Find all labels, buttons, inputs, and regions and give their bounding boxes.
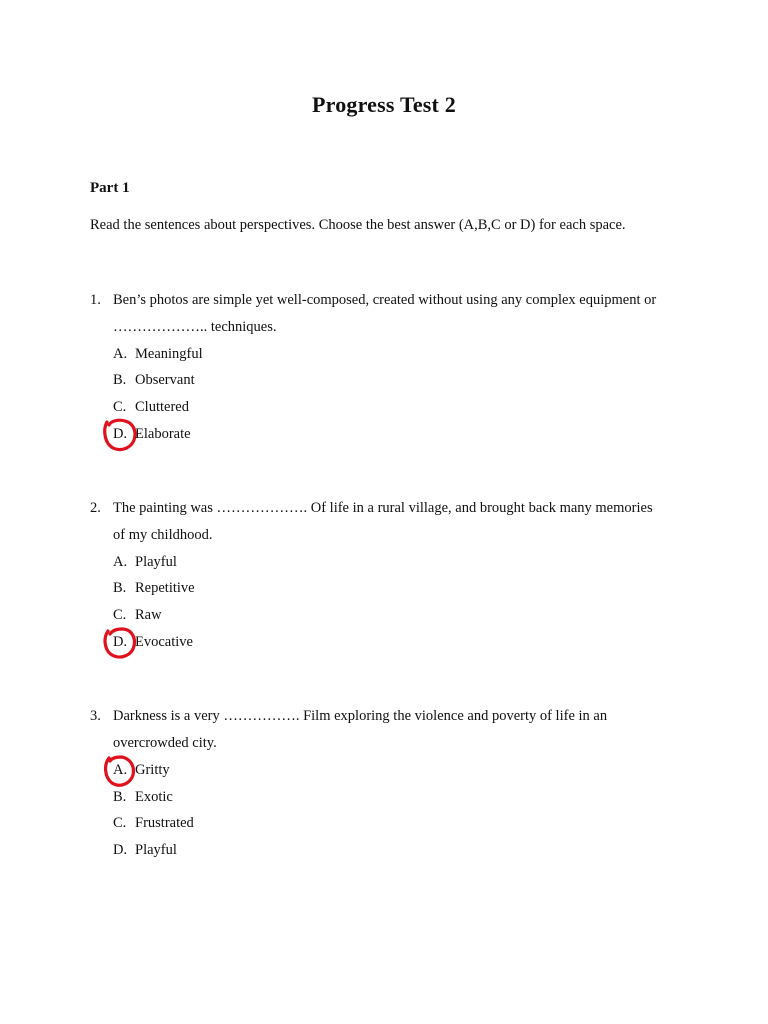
option-letter: B. xyxy=(113,789,127,805)
part-heading: Part 1 xyxy=(90,180,130,196)
option-text: Playful xyxy=(135,554,177,570)
option-letter: C. xyxy=(113,815,127,831)
option-letter: A. xyxy=(113,346,128,362)
option-letter: B. xyxy=(113,372,127,388)
option-text: Observant xyxy=(135,372,195,388)
option-text: Meaningful xyxy=(135,346,203,362)
question-text-line-2: ……………….. techniques. xyxy=(113,319,277,335)
option-letter: D. xyxy=(113,426,128,442)
option-text: Gritty xyxy=(135,762,170,778)
question-number: 1. xyxy=(90,292,101,308)
page-title: Progress Test 2 xyxy=(312,92,456,117)
option-text: Repetitive xyxy=(135,580,195,596)
option-text: Playful xyxy=(135,842,177,858)
option-text: Evocative xyxy=(135,634,193,650)
option-letter: D. xyxy=(113,634,128,650)
question-number: 2. xyxy=(90,500,101,516)
instructions-text: Read the sentences about perspectives. Choose the best answer (A,B,C or D) for each space. xyxy=(90,217,626,233)
option-text: Cluttered xyxy=(135,399,189,415)
option-letter: D. xyxy=(113,842,128,858)
question-text-line-1: Darkness is a very ……………. Film exploring the violence and poverty of life in an xyxy=(113,708,608,724)
question-text-line-1: Ben’s photos are simple yet well-composed, created without using any complex equipment or xyxy=(113,292,657,308)
option-text: Elaborate xyxy=(135,426,191,442)
option-letter: C. xyxy=(113,607,127,623)
option-text: Exotic xyxy=(135,789,173,805)
question-text-line-2: of my childhood. xyxy=(113,527,213,543)
option-letter: C. xyxy=(113,399,127,415)
question-text-line-2: overcrowded city. xyxy=(113,735,217,751)
question-number: 3. xyxy=(90,708,101,724)
option-letter: A. xyxy=(113,762,128,778)
option-text: Frustrated xyxy=(135,815,194,831)
option-text: Raw xyxy=(135,607,162,623)
option-letter: A. xyxy=(113,554,128,570)
option-letter: B. xyxy=(113,580,127,596)
question-text-line-1: The painting was ………………. Of life in a rural village, and brought back many memories xyxy=(113,500,653,516)
